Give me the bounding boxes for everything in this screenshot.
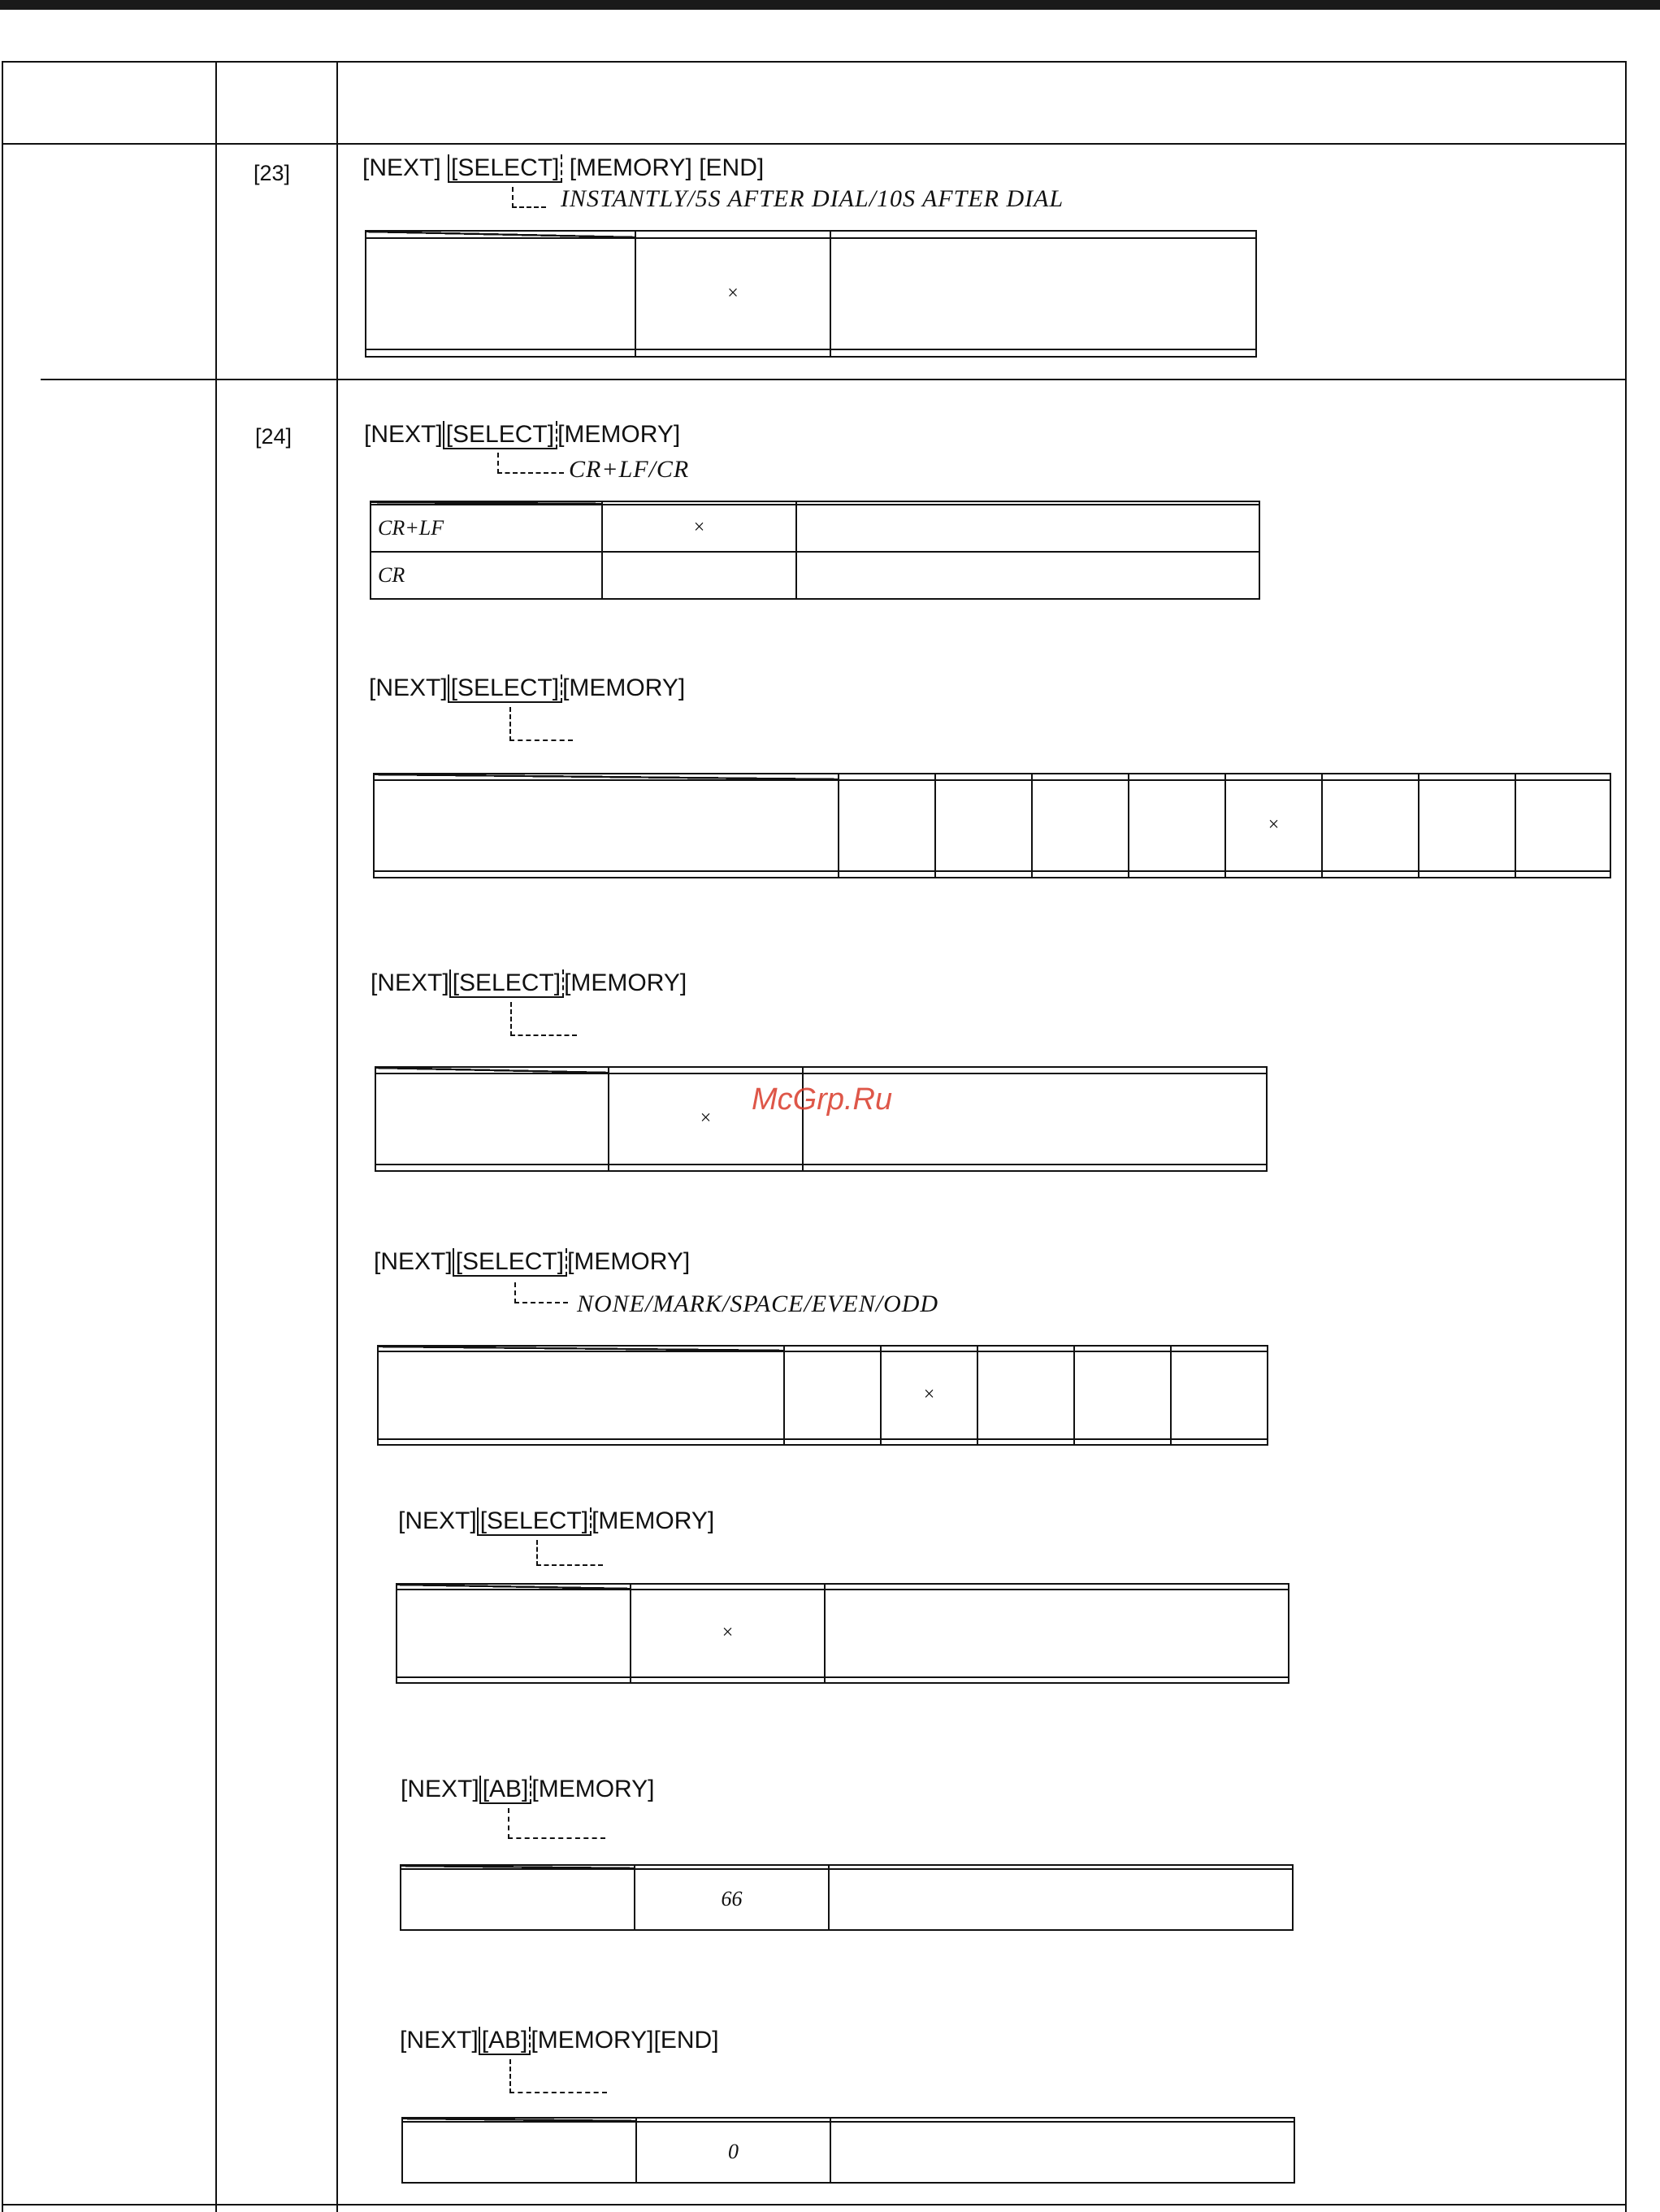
table-cell	[378, 1439, 784, 1445]
table-cell	[1322, 780, 1419, 871]
key-post: [MEMORY]	[562, 674, 686, 701]
table-cell	[977, 1346, 1074, 1351]
selected-mark: ×	[1225, 780, 1322, 871]
option-connector	[510, 1002, 577, 1036]
table-cell	[977, 1439, 1074, 1445]
table-cell	[609, 1067, 803, 1073]
table-cell	[830, 2122, 1294, 2183]
table-cell	[1419, 871, 1515, 878]
ref-24: [24]	[255, 424, 293, 449]
option-connector	[514, 1282, 568, 1303]
setting-table-eol	[370, 501, 1260, 600]
row-label: CR+LF	[371, 505, 602, 552]
table-cell	[784, 1439, 881, 1445]
table-cell	[1171, 1351, 1268, 1438]
option-connector	[509, 707, 573, 741]
key-pre: [NEXT]	[369, 674, 448, 701]
table-cell	[397, 1590, 631, 1676]
option-connector	[512, 187, 546, 208]
key-sequence	[369, 674, 685, 702]
table-cell	[803, 1067, 1267, 1073]
header-divider	[2, 143, 1625, 145]
table-cell	[1074, 1351, 1171, 1438]
key-post: [MEMORY][END]	[531, 2027, 719, 2054]
key-selected: [SELECT]	[448, 674, 562, 703]
table-cell	[1129, 780, 1225, 871]
table-cell	[977, 1351, 1074, 1438]
table-cell	[1515, 774, 1610, 780]
key-pre: [NEXT]	[401, 1776, 479, 1802]
setting-table-9col	[373, 773, 1611, 878]
options-parity: NONE/MARK/SPACE/EVEN/ODD	[577, 1290, 939, 1317]
table-cell	[839, 871, 935, 878]
option-connector	[509, 2059, 607, 2093]
table-cell	[825, 1677, 1289, 1683]
table-cell	[1171, 1346, 1268, 1351]
frame-col-2	[336, 61, 338, 2212]
table-corner-cell	[366, 231, 635, 238]
table-corner-cell	[378, 1346, 784, 1351]
key-selected: [AB]	[479, 1776, 532, 1804]
options-eol: CR+LF/CR	[569, 456, 690, 483]
frame-right	[1625, 61, 1627, 2212]
row-label: CR	[371, 552, 602, 599]
table-cell	[1032, 774, 1129, 780]
section-divider	[41, 379, 1625, 380]
key-selected: [SELECT]	[477, 1507, 592, 1536]
table-cell	[881, 1439, 977, 1445]
table-cell	[1322, 871, 1419, 878]
table-cell	[796, 552, 1259, 599]
table-cell	[839, 780, 935, 871]
table-corner-cell	[397, 1584, 631, 1590]
key-selected: [SELECT]	[453, 1248, 567, 1277]
key-post: [MEMORY]	[557, 421, 681, 448]
key-pre: [NEXT]	[398, 1507, 477, 1534]
key-selected: [SELECT]	[443, 421, 557, 449]
table-cell	[830, 238, 1256, 349]
table-cell	[796, 505, 1259, 552]
frame-col-1	[215, 61, 217, 2212]
key-selected: [SELECT]	[448, 154, 562, 183]
table-cell	[935, 780, 1032, 871]
table-cell	[366, 349, 635, 357]
key-sequence	[401, 1776, 655, 1803]
table-cell	[1225, 871, 1322, 878]
table-cell	[935, 774, 1032, 780]
key-post: [MEMORY]	[564, 969, 687, 996]
table-cell	[1419, 780, 1515, 871]
key-selected: [AB]	[479, 2027, 531, 2055]
table-cell	[1515, 871, 1610, 878]
table-cell	[397, 1677, 631, 1683]
selected-mark: ×	[881, 1351, 977, 1438]
key-post: [MEMORY]	[531, 1776, 655, 1802]
value-cell: 0	[636, 2122, 830, 2183]
ref-23: [23]	[254, 161, 291, 185]
key-pre: [NEXT]	[400, 2027, 479, 2054]
option-connector	[536, 1540, 603, 1566]
option-connector	[497, 453, 564, 474]
key-pre: [NEXT]	[364, 421, 443, 448]
selected-mark: ×	[602, 505, 796, 552]
table-cell	[784, 1346, 881, 1351]
table-cell	[825, 1584, 1289, 1590]
table-cell	[635, 349, 830, 357]
key-sequence	[371, 969, 687, 997]
table-cell	[1032, 871, 1129, 878]
key-sequence	[364, 421, 680, 449]
key-sequence-23	[362, 154, 764, 182]
table-cell	[784, 1351, 881, 1438]
table-cell	[935, 871, 1032, 878]
setting-table	[396, 1583, 1289, 1684]
key-sequence	[398, 1507, 714, 1535]
table-cell	[1225, 774, 1322, 780]
setting-table-parity	[377, 1345, 1268, 1446]
table-cell	[1032, 780, 1129, 871]
option-connector	[508, 1808, 605, 1839]
watermark: McGrp.Ru	[752, 1082, 893, 1117]
frame-left	[2, 61, 3, 2212]
key-post: [MEMORY]	[567, 1248, 691, 1275]
selected-mark: ×	[609, 1073, 803, 1165]
key-post: [MEMORY]	[592, 1507, 715, 1534]
table-cell	[635, 231, 830, 238]
options-23: INSTANTLY/5S AFTER DIAL/10S AFTER DIAL	[561, 185, 1064, 212]
table-cell	[1129, 871, 1225, 878]
key-sequence	[374, 1248, 690, 1276]
setting-table-23	[365, 230, 1257, 358]
frame-top	[2, 61, 1625, 63]
selected-mark: ×	[635, 238, 830, 349]
key-pre: [NEXT]	[371, 969, 449, 996]
table-cell	[631, 1584, 825, 1590]
table-cell	[366, 238, 635, 349]
table-cell	[631, 1677, 825, 1683]
top-rule	[0, 0, 1660, 10]
table-cell	[374, 871, 839, 878]
table-cell	[401, 1869, 635, 1930]
table-cell	[1171, 1439, 1268, 1445]
key-sequence	[400, 2027, 719, 2054]
table-cell	[609, 1165, 803, 1171]
value-cell: 66	[635, 1869, 829, 1930]
table-cell	[825, 1590, 1289, 1676]
table-cell	[378, 1351, 784, 1438]
table-cell	[1074, 1346, 1171, 1351]
setting-table-ab-end	[401, 2117, 1295, 2184]
table-cell	[839, 774, 935, 780]
table-cell	[830, 349, 1256, 357]
table-cell	[1322, 774, 1419, 780]
table-corner-cell	[375, 1067, 609, 1073]
setting-table-ab	[400, 1864, 1294, 1931]
table-cell	[1129, 774, 1225, 780]
frame-bottom	[2, 2204, 1625, 2205]
table-corner-cell	[374, 774, 839, 780]
key-pre: [NEXT]	[362, 154, 449, 181]
key-selected: [SELECT]	[449, 969, 564, 998]
table-cell	[803, 1165, 1267, 1171]
table-cell	[375, 1165, 609, 1171]
key-post: [MEMORY] [END]	[562, 154, 765, 181]
table-cell	[374, 780, 839, 871]
table-cell	[881, 1346, 977, 1351]
table-cell	[1074, 1439, 1171, 1445]
table-cell	[402, 2122, 636, 2183]
table-cell	[830, 231, 1256, 238]
table-cell	[1419, 774, 1515, 780]
table-cell	[602, 552, 796, 599]
table-cell	[375, 1073, 609, 1165]
key-pre: [NEXT]	[374, 1248, 453, 1275]
table-cell	[829, 1869, 1293, 1930]
table-cell	[1515, 780, 1610, 871]
selected-mark: ×	[631, 1590, 825, 1676]
